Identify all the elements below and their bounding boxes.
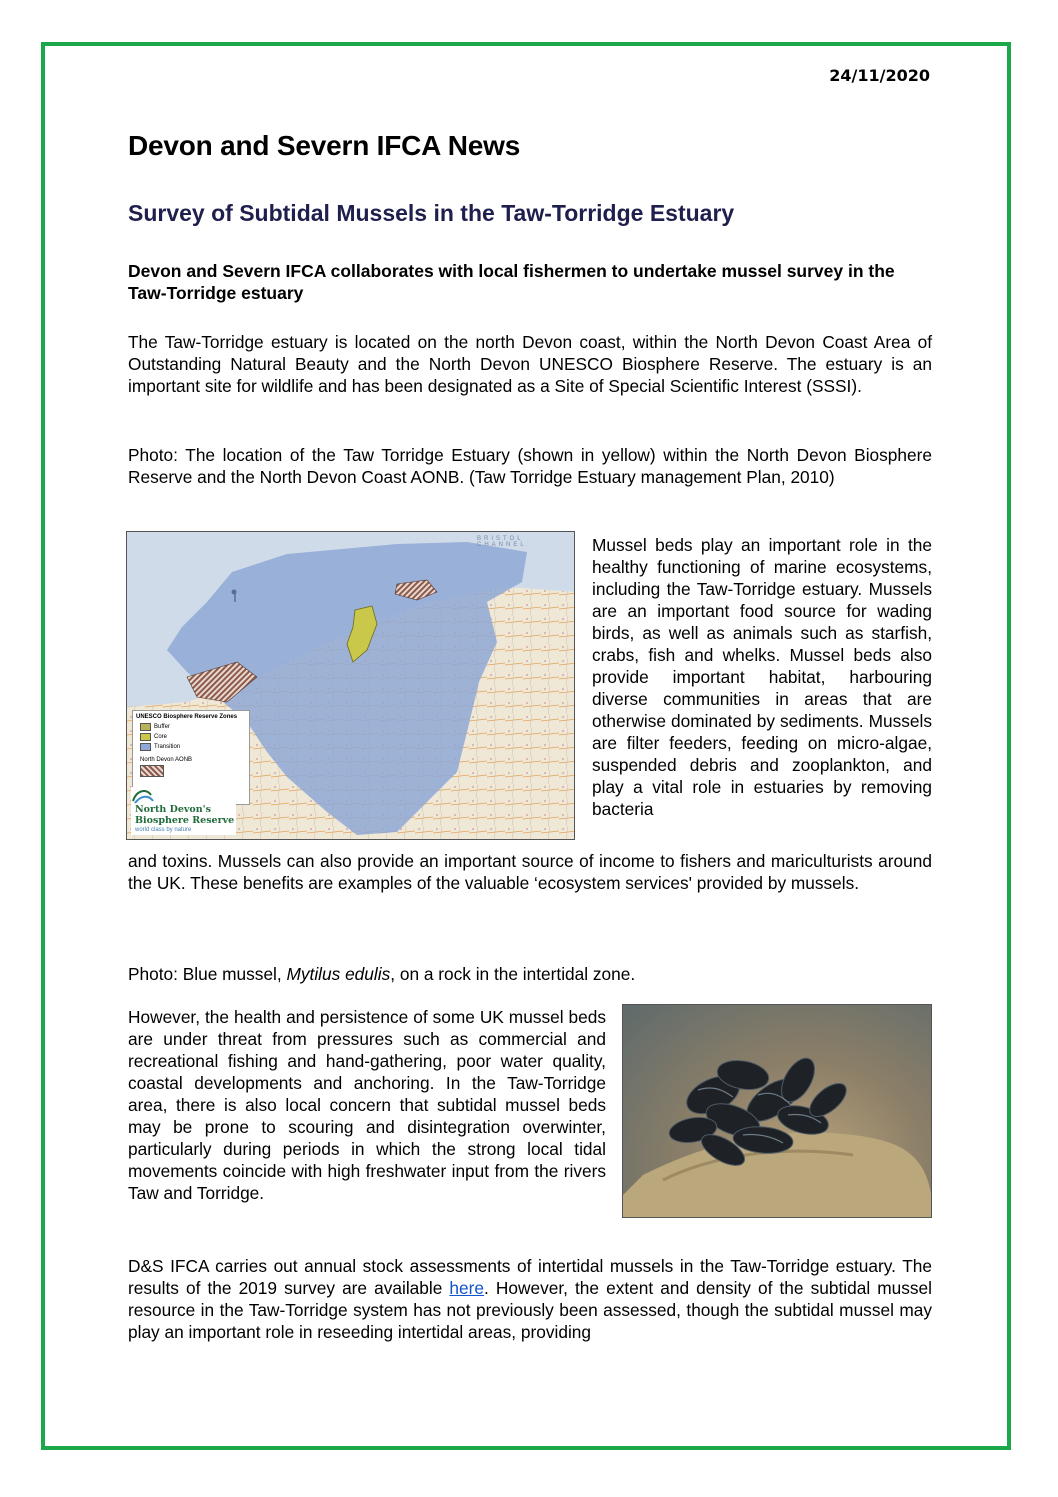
- mussel-caption-suffix: , on a rock in the intertidal zone.: [390, 964, 636, 984]
- biosphere-map-image: [126, 531, 575, 840]
- legend-swatch: [140, 723, 151, 731]
- article-lede: Devon and Severn IFCA collaborates with local fishermen to undertake mussel survey in the Taw-Torridge estuary: [128, 261, 895, 303]
- assessments-text-b: . However, the extent and density of the subtidal mussel resource in the Taw-Torridge system has not previously been assessed, though the subtidal mussel may play an important role in reseeding intertidal areas, providing: [128, 1278, 932, 1342]
- legend-item: [140, 743, 246, 751]
- paragraph-mussel-beds-continued: and toxins. Mussels can also provide an important source of income to fishers and mariculturists around the UK. These benefits are examples of the valuable ‘ecosystem services' provided by mussels.: [128, 851, 932, 893]
- legend-title: UNESCO Biosphere Reserve Zones: [136, 714, 238, 720]
- paragraph-threats: However, the health and persistence of some UK mussel beds are under threat from pressures such as commercial and recreational fishing and hand-gathering, poor water quality, coastal developments and anchoring. In the Taw-Torridge area, there is also local concern that subtidal mussel beds may be prone to scouring and disintegration overwinter, particularly during periods in which the strong local tidal movements coincide with high freshwater input from the rivers Taw and Torridge.: [128, 1007, 606, 1203]
- legend-item: [140, 723, 246, 731]
- mussel-caption-species: Mytilus edulis: [286, 964, 391, 984]
- biosphere-logo: [131, 787, 236, 835]
- mussel-caption: [128, 963, 932, 985]
- page-title: Devon and Severn IFCA News: [128, 130, 521, 161]
- survey-results-link[interactable]: here: [449, 1278, 485, 1298]
- assessments-text-a: D&S IFCA carries out annual stock assessments of intertidal mussels in the Taw-Torridge estuary. The results of the 2019 survey are available: [128, 1256, 932, 1298]
- paragraph-intro: The Taw-Torridge estuary is located on the north Devon coast, within the North Devon Coast Area of Outstanding Natural Beauty and the North Devon UNESCO Biosphere Reserve. The estuary is an important site for wildlife and has been designated as a Site of Special Scientific Interest (SSSI).: [128, 332, 932, 396]
- legend-item: [140, 733, 246, 741]
- mussel-graphic: [623, 1005, 932, 1218]
- paragraph-mussel-beds: Mussel beds play an important role in the healthy functioning of marine ecosystems, including the Taw-Torridge estuary. Mussels are an important food source for wading birds, as well as animals such as starfish, crabs, fish and whelks. Mussel beds also provide important habitat, harbouring diverse communities in areas that are otherwise dominated by sediments. Mussels are filter feeders, feeding on micro-algae, suspended debris and zooplankton, and play a vital role in estuaries by removing bacteria: [592, 535, 932, 819]
- blue-mussel-photo: [622, 1004, 932, 1218]
- article-title: Survey of Subtidal Mussels in the Taw-Torridge Estuary: [128, 200, 735, 226]
- paragraph-assessments: [128, 1255, 932, 1343]
- swirl-icon: [131, 787, 155, 805]
- legend-swatch: [140, 733, 151, 741]
- document-date: 24/11/2020: [829, 66, 930, 85]
- legend-swatch: [140, 743, 151, 751]
- legend-label: Core: [154, 734, 168, 740]
- map-caption: Photo: The location of the Taw Torridge Estuary (shown in yellow) within the North Devon Biosphere Reserve and the North Devon Coast AONB. (Taw Torridge Estuary management Plan, 2010): [128, 445, 932, 487]
- legend-aonb-label: North Devon AONB: [140, 757, 193, 763]
- logo-line-1: North Devon's: [135, 804, 211, 815]
- logo-line-2: Biosphere Reserve: [135, 815, 235, 826]
- map-sea-label: BRISTOL CHANNEL: [477, 536, 527, 548]
- logo-tagline: world class by nature: [135, 827, 192, 833]
- mussel-caption-prefix: Photo: Blue mussel,: [128, 964, 287, 984]
- legend-aonb-swatch: [140, 765, 164, 777]
- legend-label: Transition: [154, 744, 181, 750]
- legend-label: Buffer: [154, 724, 170, 730]
